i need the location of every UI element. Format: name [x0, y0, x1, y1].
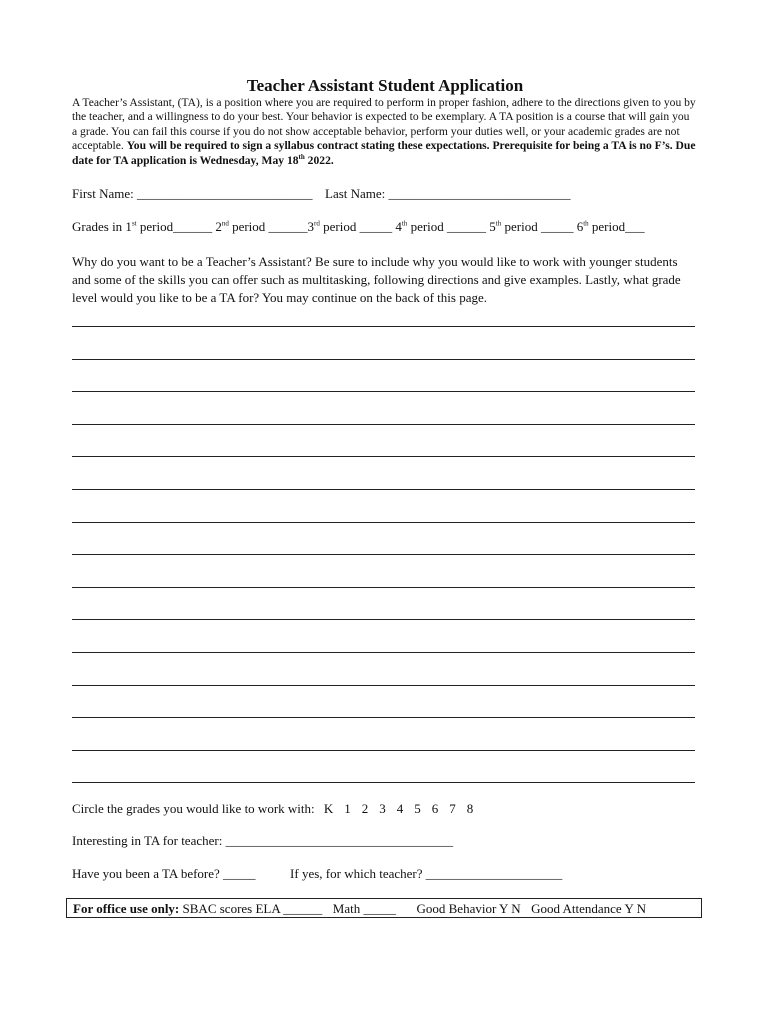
- answer-line[interactable]: [72, 619, 695, 620]
- intro-paragraph: [72, 96, 697, 168]
- period-1-sup: st: [131, 219, 137, 228]
- period-1-field[interactable]: period______: [136, 219, 216, 234]
- why-prompt: Why do you want to be a Teacher’s Assistant? Be sure to include why you would like to work with younger students and some of the skills you can offer such as multitasking, following directions and give examples. Lastly, what grade level would you like to be a TA for? You may continue on the back of this page.: [72, 254, 681, 305]
- last-name-label: Last Name:: [325, 186, 386, 201]
- answer-line[interactable]: [72, 522, 695, 523]
- interest-row: [72, 833, 453, 849]
- period-6-field[interactable]: period___: [588, 219, 645, 234]
- previous-ta-label: Have you been a TA before?: [72, 866, 220, 881]
- answer-line[interactable]: [72, 717, 695, 718]
- answer-line[interactable]: [72, 782, 695, 783]
- period-4-num: 4: [395, 219, 402, 234]
- grade-option-4[interactable]: 4: [396, 801, 404, 816]
- office-use-label: For office use only:: [73, 901, 180, 916]
- period-3-field[interactable]: period _____: [319, 219, 396, 234]
- answer-line[interactable]: [72, 391, 695, 392]
- period-2-field[interactable]: period ______: [228, 219, 308, 234]
- good-attendance-field: Good Attendance Y N: [531, 901, 647, 916]
- grade-option-3[interactable]: 3: [379, 801, 386, 816]
- grade-option-k[interactable]: K: [323, 801, 334, 816]
- period-2-num: 2: [215, 219, 222, 234]
- good-behavior-field: Good Behavior Y N: [416, 901, 521, 916]
- last-name-field[interactable]: ____________________________: [388, 186, 571, 201]
- previous-ta-field[interactable]: _____: [223, 866, 256, 881]
- grade-option-5[interactable]: 5: [414, 801, 421, 816]
- intro-bold-text: You will be required to sign a syllabus contract stating these expectations. Prerequisite for being a TA is no F’s. Due date for TA application is Wednesday, May 18th 2022.: [72, 139, 696, 167]
- period-6-num: 6: [576, 219, 584, 234]
- period-3-num: 3: [307, 219, 315, 234]
- page-title: Teacher Assistant Student Application: [246, 76, 524, 95]
- answer-line[interactable]: [72, 652, 695, 653]
- answer-line[interactable]: [72, 750, 695, 751]
- sbac-ela-field: SBAC scores ELA ______: [182, 901, 323, 916]
- first-name-field[interactable]: ___________________________: [137, 186, 313, 201]
- grade-option-1[interactable]: 1: [344, 801, 351, 816]
- grade-option-2[interactable]: 2: [361, 801, 369, 816]
- grades-row: Grades in 1st period______ 2nd period ______3rd period _____ 4th period ______ 5th period _____ 6th period___: [72, 219, 645, 234]
- grade-option-7[interactable]: 7: [449, 801, 456, 816]
- grade-option-6[interactable]: 6: [431, 801, 439, 816]
- answer-line[interactable]: [72, 424, 695, 425]
- previous-ta-row: [72, 866, 562, 882]
- name-row: [72, 186, 571, 202]
- math-field: Math _____: [332, 901, 396, 916]
- first-name-label: First Name:: [72, 186, 134, 201]
- period-5-num: 5: [489, 219, 496, 234]
- which-teacher-label: If yes, for which teacher?: [290, 866, 423, 881]
- answer-line[interactable]: [72, 456, 695, 457]
- answer-line[interactable]: [72, 587, 695, 588]
- answer-line[interactable]: [72, 685, 695, 686]
- answer-line[interactable]: [72, 554, 695, 555]
- answer-line[interactable]: [72, 359, 695, 360]
- office-use-box: [66, 898, 702, 918]
- circle-grades-row: [72, 801, 473, 817]
- grade-option-8[interactable]: 8: [466, 801, 474, 816]
- answer-line[interactable]: [72, 489, 695, 490]
- answer-line[interactable]: [72, 326, 695, 327]
- interest-field[interactable]: ___________________________________: [225, 833, 454, 848]
- grades-label: Grades in 1: [72, 219, 132, 234]
- which-teacher-field[interactable]: _____________________: [425, 866, 563, 881]
- intro-text: A Teacher’s Assistant, (TA), is a position where you are required to perform in proper fashion, adhere to the directions given to you by the teacher, and a willingness to do your best. Your behavior is expected to be exemplary. A TA position is a course that will gain you a grade. You can fail this course if you do not show acceptable behavior, perform your duties well, or your academic grades are not acceptable.: [72, 96, 696, 153]
- interest-label: Interesting in TA for teacher:: [72, 833, 223, 848]
- period-5-field[interactable]: period _____: [501, 219, 577, 234]
- circle-grades-label: Circle the grades you would like to work with:: [72, 801, 315, 816]
- period-4-field[interactable]: period ______: [407, 219, 490, 234]
- grade-options: [318, 801, 473, 816]
